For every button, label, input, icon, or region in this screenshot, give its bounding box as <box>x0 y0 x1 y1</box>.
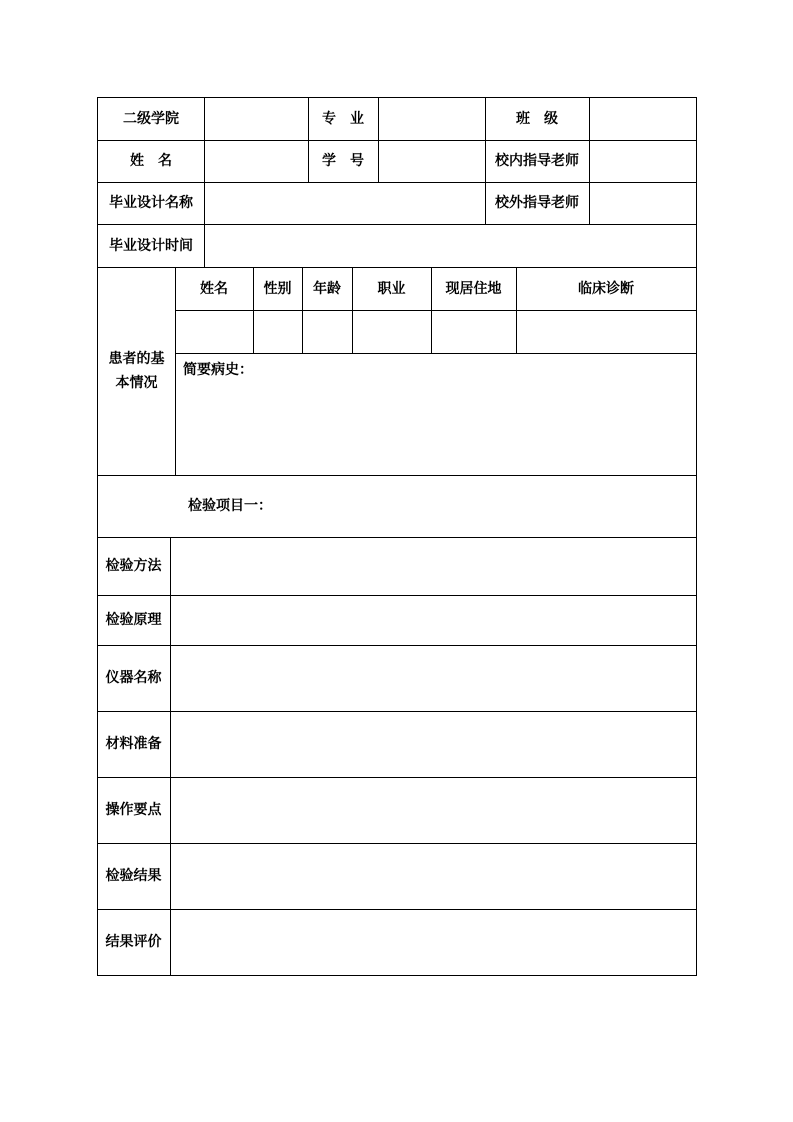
row-divider <box>175 353 697 354</box>
exam-materials-field[interactable] <box>171 712 696 777</box>
exam-row-method: 检验方法 <box>105 558 162 574</box>
history-field[interactable] <box>176 382 696 475</box>
class-field[interactable] <box>590 98 696 140</box>
internal-advisor-label: 校内指导老师 <box>495 153 579 169</box>
exam-principle-field[interactable] <box>171 596 696 645</box>
exam-row-procedure: 操作要点 <box>105 802 162 818</box>
design-time-label: 毕业设计时间 <box>109 237 193 254</box>
table-border-right <box>696 97 697 976</box>
external-advisor-label: 校外指导老师 <box>495 195 579 211</box>
patient-gender-field[interactable] <box>254 311 302 353</box>
exam-method-field[interactable] <box>171 538 696 595</box>
class-label: 班 级 <box>516 110 558 127</box>
row-divider <box>97 475 697 476</box>
patient-name-field[interactable] <box>176 311 253 353</box>
patient-col-age: 年龄 <box>313 280 341 297</box>
external-advisor-field[interactable] <box>590 183 696 224</box>
college-field[interactable] <box>205 98 308 140</box>
student-id-field[interactable] <box>379 141 485 182</box>
patient-col-address: 现居住地 <box>445 280 502 297</box>
table-border-bottom <box>97 975 697 976</box>
design-time-field[interactable] <box>205 225 696 267</box>
exam-instrument-field[interactable] <box>171 646 696 711</box>
college-label: 二级学院 <box>123 110 179 127</box>
major-label: 专 业 <box>322 110 364 127</box>
patient-col-name: 姓名 <box>200 280 228 297</box>
exam-row-evaluation: 结果评价 <box>105 934 162 950</box>
exam-evaluation-field[interactable] <box>171 910 696 975</box>
patient-col-diagnosis: 临床诊断 <box>578 280 634 297</box>
history-label: 简要病史： <box>183 362 253 378</box>
major-field[interactable] <box>379 98 485 140</box>
patient-address-field[interactable] <box>432 311 516 353</box>
exam-row-materials: 材料准备 <box>105 736 162 752</box>
internal-advisor-field[interactable] <box>590 141 696 182</box>
patient-occupation-field[interactable] <box>353 311 431 353</box>
student-id-label: 学 号 <box>322 153 364 169</box>
patient-diagnosis-field[interactable] <box>517 311 696 353</box>
patient-col-gender: 性别 <box>263 280 292 297</box>
patient-col-occupation: 职业 <box>377 280 406 297</box>
exam-row-instrument: 仪器名称 <box>105 670 162 686</box>
exam-row-principle: 检验原理 <box>105 612 162 628</box>
patient-age-field[interactable] <box>303 311 352 353</box>
exam-item-title: 检验项目一： <box>188 498 272 514</box>
design-name-field[interactable] <box>205 183 485 224</box>
name-field[interactable] <box>205 141 308 182</box>
exam-result-field[interactable] <box>171 844 696 909</box>
exam-row-result: 检验结果 <box>105 868 162 884</box>
design-name-label: 毕业设计名称 <box>109 195 193 211</box>
patient-section-label: 患者的基本情况 <box>108 351 165 391</box>
exam-procedure-field[interactable] <box>171 778 696 843</box>
name-label: 姓 名 <box>130 153 172 169</box>
